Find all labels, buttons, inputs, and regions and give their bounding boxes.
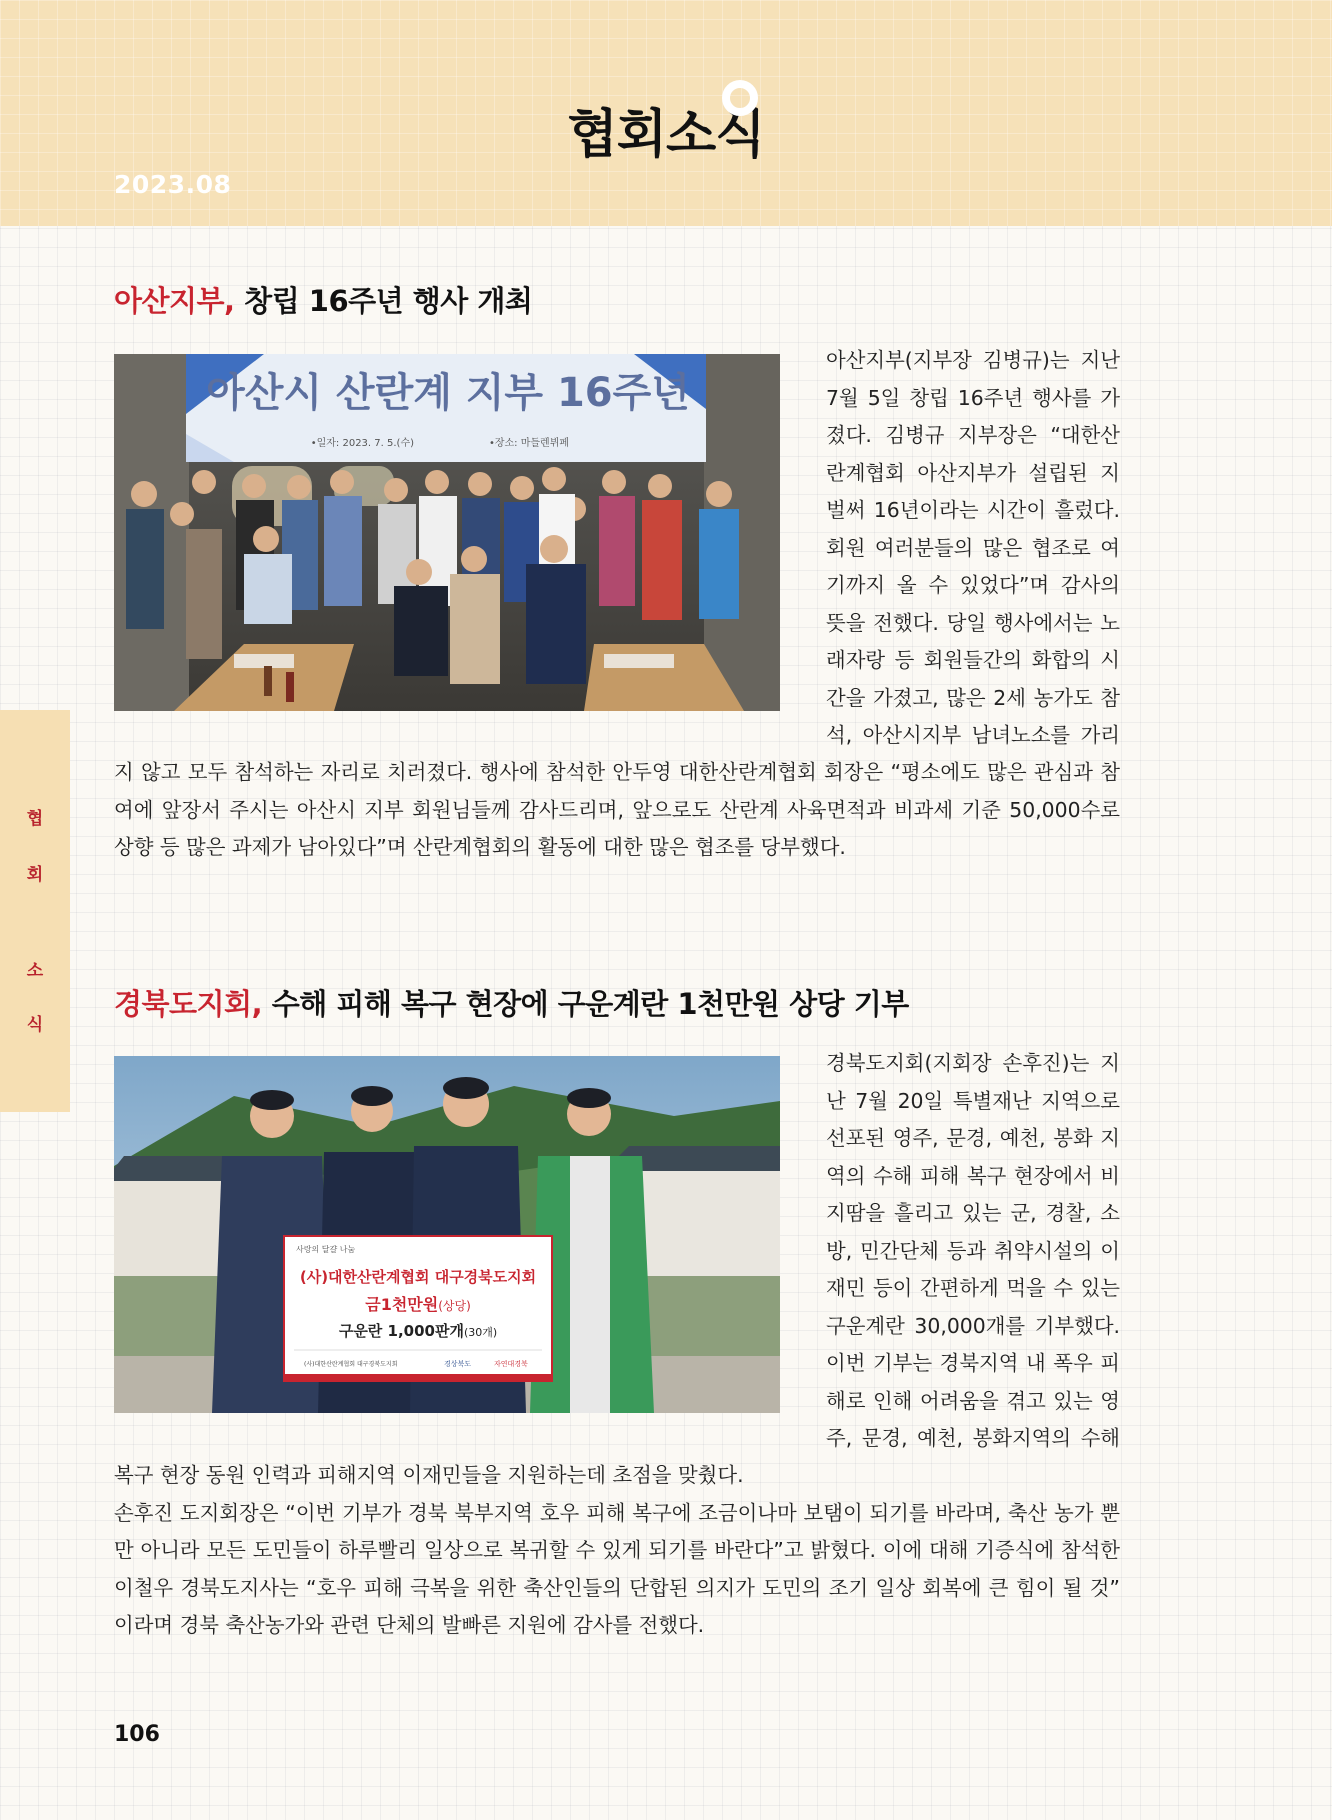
page-title: 협회소식 xyxy=(567,105,765,165)
text-line: 손후진 도지회장은 “이번 기부가 경북 북부지역 호우 피해 복구에 조금이나마 보탬이 되기를 바라며, 축산 농가 뿐 xyxy=(114,1500,1120,1525)
article-2-photo xyxy=(114,1056,780,1413)
board-amount-note: (상당) xyxy=(438,1299,471,1313)
text-line: 뜻을 전했다. 당일 행사에서는 노 xyxy=(826,610,1120,635)
board-item-note: (30개) xyxy=(463,1326,498,1339)
banner-place: •장소: 마들렌뷔페 xyxy=(488,438,570,449)
side-tab-char: 식 xyxy=(26,1015,44,1035)
text-line: 방, 민간단체 등과 취약시설의 이 xyxy=(826,1238,1120,1263)
article-1-headline xyxy=(114,279,532,320)
section-side-tab xyxy=(0,710,70,1112)
text-line: 복구 현장 동원 인력과 피해지역 이재민들을 지원하는데 초점을 맞췄다. xyxy=(114,1463,744,1487)
text-line: 간을 가졌고, 많은 2세 농가도 참 xyxy=(826,685,1120,710)
board-small-text: 사랑의 달걀 나눔 xyxy=(296,1245,356,1254)
text-line: 이번 기부는 경북지역 내 폭우 피 xyxy=(826,1351,1120,1375)
text-line: 이철우 경북도지사는 “호우 피해 극복을 위한 축산인들의 단합된 의지가 도민의 조기 일상 회복에 큰 힘이 될 것” xyxy=(114,1575,1120,1600)
text-line: 지땀을 흘리고 있는 군, 경찰, 소 xyxy=(826,1201,1120,1225)
text-line: 해로 인해 어려움을 겪고 있는 영 xyxy=(826,1388,1120,1413)
article-1-org: 아산지부, xyxy=(114,284,235,318)
text-line: 역의 수해 피해 복구 현장에서 비 xyxy=(826,1163,1120,1188)
side-tab-char: 회 xyxy=(26,865,44,885)
text-line: 7월 5일 창립 16주년 행사를 가 xyxy=(826,385,1120,410)
text-line: 석, 아산시지부 남녀노소를 가리 xyxy=(826,723,1120,747)
board-title: (사)대한산란계협회 대구경북도지회 xyxy=(299,1268,537,1286)
side-tab-char: 소 xyxy=(26,961,44,981)
article-1-column-text xyxy=(826,342,1120,755)
text-line: 재민 등이 간편하게 먹을 수 있는 xyxy=(826,1276,1120,1300)
text-line: 선포된 영주, 문경, 예천, 봉화 지 xyxy=(826,1126,1120,1150)
text-line: 졌다. 김병규 지부장은 “대한산 xyxy=(826,423,1120,447)
banner-title: 아산시 산란계 지부 16주년 xyxy=(206,370,690,416)
text-line: 상향 등 많은 과제가 남아있다”며 산란계협회의 활동에 대한 많은 협조를 당부했다. xyxy=(114,835,846,859)
article-1-title: 창립 16주년 행사 개최 xyxy=(234,284,533,318)
issue-date: 2023.08 xyxy=(114,170,232,199)
board-item: 구운란 1,000판개 xyxy=(338,1322,464,1340)
text-line: 구운계란 30,000개를 기부했다. xyxy=(826,1313,1120,1338)
text-line: 경북도지회(지회장 손후진)는 지 xyxy=(826,1051,1120,1075)
board-footer-mid: 경상북도 xyxy=(444,1360,472,1368)
text-line: 주, 문경, 예천, 봉화지역의 수해 xyxy=(826,1426,1120,1450)
article-2-org: 경북도지회, xyxy=(114,987,263,1021)
banner-date: •일자: 2023. 7. 5.(수) xyxy=(310,438,414,449)
board-footer-left: (사)대한산란계협회 대구경북도지회 xyxy=(304,1361,398,1368)
text-line: 기까지 올 수 있었다”며 감사의 xyxy=(826,573,1120,597)
article-2-body-text xyxy=(114,1457,1120,1645)
text-line: 회원 여러분들의 많은 협조로 여 xyxy=(826,535,1120,560)
page-header xyxy=(0,0,1332,226)
article-2-headline xyxy=(114,982,909,1023)
text-line: 래자랑 등 회원들간의 화합의 시 xyxy=(826,648,1120,672)
side-tab-char: 협 xyxy=(26,809,44,829)
text-line: 이라며 경북 축산농가와 관련 단체의 발빠른 지원에 감사를 전했다. xyxy=(114,1613,705,1637)
article-2-title: 수해 피해 복구 현장에 구운계란 1천만원 상당 기부 xyxy=(262,987,909,1021)
article-1-body-text xyxy=(114,754,1120,867)
title-ring-icon xyxy=(722,80,758,116)
text-line: 벌써 16년이라는 시간이 흘렀다. xyxy=(826,498,1120,522)
text-line: 난 7월 20일 특별재난 지역으로 xyxy=(826,1088,1120,1113)
article-1-photo xyxy=(114,354,780,711)
page-number: 106 xyxy=(114,1722,160,1747)
text-line: 지 않고 모두 참석하는 자리로 치러졌다. 행사에 참석한 안두영 대한산란계협회 회장은 “평소에도 많은 관심과 참 xyxy=(114,760,1120,784)
text-line: 아산지부(지부장 김병규)는 지난 xyxy=(826,348,1120,372)
text-line: 만 아니라 모든 도민들이 하루빨리 일상으로 복귀할 수 있게 되기를 바란다”고 밝혔다. 이에 대해 기증식에 참석한 xyxy=(114,1538,1120,1562)
text-line: 란계협회 아산지부가 설립된 지 xyxy=(826,460,1120,485)
board-amount: 금1천만원 xyxy=(365,1295,439,1314)
article-2-column-text xyxy=(826,1045,1120,1458)
text-line: 여에 앞장서 주시는 아산시 지부 회원님들께 감사드리며, 앞으로도 산란계 사육면적과 비과세 기준 50,000수로 xyxy=(114,797,1120,822)
board-footer-right: 자연대경북 xyxy=(494,1360,528,1368)
